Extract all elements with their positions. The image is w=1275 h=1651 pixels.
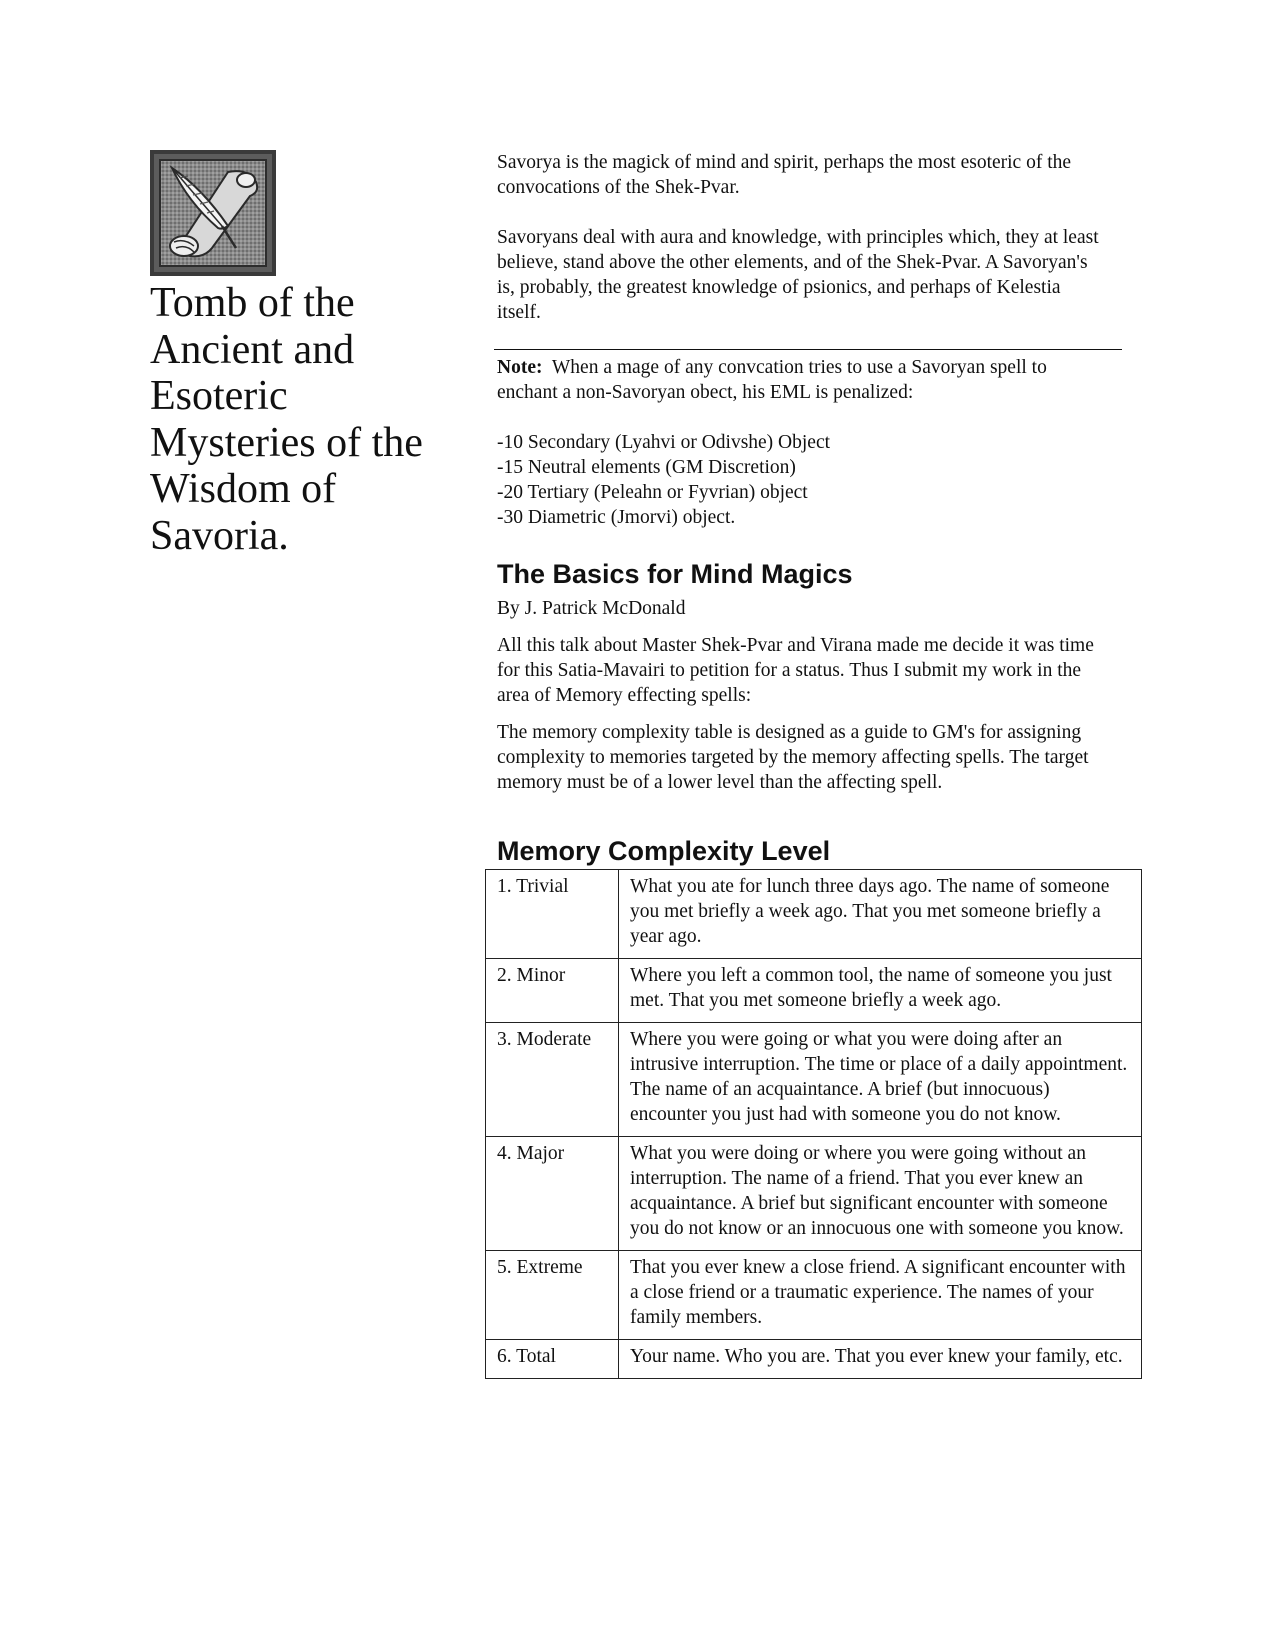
table-row xyxy=(486,1023,1142,1137)
description-cell: Your name. Who you are. That you ever knew your family, etc. xyxy=(619,1340,1142,1379)
level-cell: 1. Trivial xyxy=(486,870,619,959)
intro-paragraph-1: Savorya is the magick of mind and spirit, perhaps the most esoteric of the convocations of the Shek-Pvar. xyxy=(497,152,1072,198)
description-cell: Where you left a common tool, the name of someone you just met. That you met someone briefly a week ago. xyxy=(619,959,1142,1023)
article-paragraph-1: All this talk about Master Shek-Pvar and Virana made me decide it was time for this Satia-Mavairi to petition for a status. Thus I submit my work in the area of Memory effecting spells: xyxy=(497,635,1094,706)
table-row xyxy=(486,1340,1142,1379)
sidebar-title: Tomb of the Ancient and Esoteric Mysteries of the Wisdom of Savoria. xyxy=(150,280,423,559)
level-cell: 6. Total xyxy=(486,1340,619,1379)
memory-complexity-table xyxy=(485,869,1142,1379)
level-cell: 2. Minor xyxy=(486,959,619,1023)
penalty-item: -20 Tertiary (Peleahn or Fyvrian) object xyxy=(497,482,808,503)
note-text: When a mage of any convcation tries to use a Savoryan spell to enchant a non-Savoryan obect, his EML is penalized: xyxy=(497,357,1047,403)
table-row xyxy=(486,870,1142,959)
table-row xyxy=(486,1137,1142,1251)
article-heading: The Basics for Mind Magics xyxy=(497,559,853,589)
penalty-item: -10 Secondary (Lyahvi or Odivshe) Object xyxy=(497,432,831,453)
note-paragraph xyxy=(497,355,1107,405)
main-column xyxy=(497,150,1137,1379)
description-cell: Where you were going or what you were doing after an intrusive interruption. The time or place of a daily appointment. The name of an acquaintance. A brief (but innocuous) encounter you just had with someone you do not know. xyxy=(619,1023,1142,1137)
level-cell: 3. Moderate xyxy=(486,1023,619,1137)
article-paragraph-2: The memory complexity table is designed as a guide to GM's for assigning complexity to memories targeted by the memory affecting spells. The target memory must be of a lower level than the affecting spell. xyxy=(497,722,1089,793)
table-row xyxy=(486,1251,1142,1340)
penalty-item: -30 Diametric (Jmorvi) object. xyxy=(497,507,736,528)
table-row xyxy=(486,959,1142,1023)
penalty-item: -15 Neutral elements (GM Discretion) xyxy=(497,457,796,478)
level-cell: 4. Major xyxy=(486,1137,619,1251)
intro-paragraph-2: Savoryans deal with aura and knowledge, with principles which, they at least believe, stand above the other elements, and of the Shek-Pvar. A Savoryan's is, probably, the greatest knowledge of psionics, and perhaps of Kelestia itself. xyxy=(497,227,1099,323)
description-cell: What you ate for lunch three days ago. The name of someone you met briefly a week ago. That you met someone briefly a year ago. xyxy=(619,870,1142,959)
table-heading: Memory Complexity Level xyxy=(497,836,831,866)
level-cell: 5. Extreme xyxy=(486,1251,619,1340)
note-label: Note: xyxy=(497,357,543,378)
description-cell: That you ever knew a close friend. A significant encounter with a close friend or a traumatic experience. The names of your family members. xyxy=(619,1251,1142,1340)
description-cell: What you were doing or where you were going without an interruption. The name of a friend. That you ever knew an acquaintance. A brief but significant encounter with someone you do not know or an innocuous one with someone you know. xyxy=(619,1137,1142,1251)
penalty-list xyxy=(497,430,1137,530)
horizontal-divider xyxy=(494,349,1122,350)
quill-and-scroll-icon xyxy=(150,150,276,276)
article-byline: By J. Patrick McDonald xyxy=(497,598,686,619)
